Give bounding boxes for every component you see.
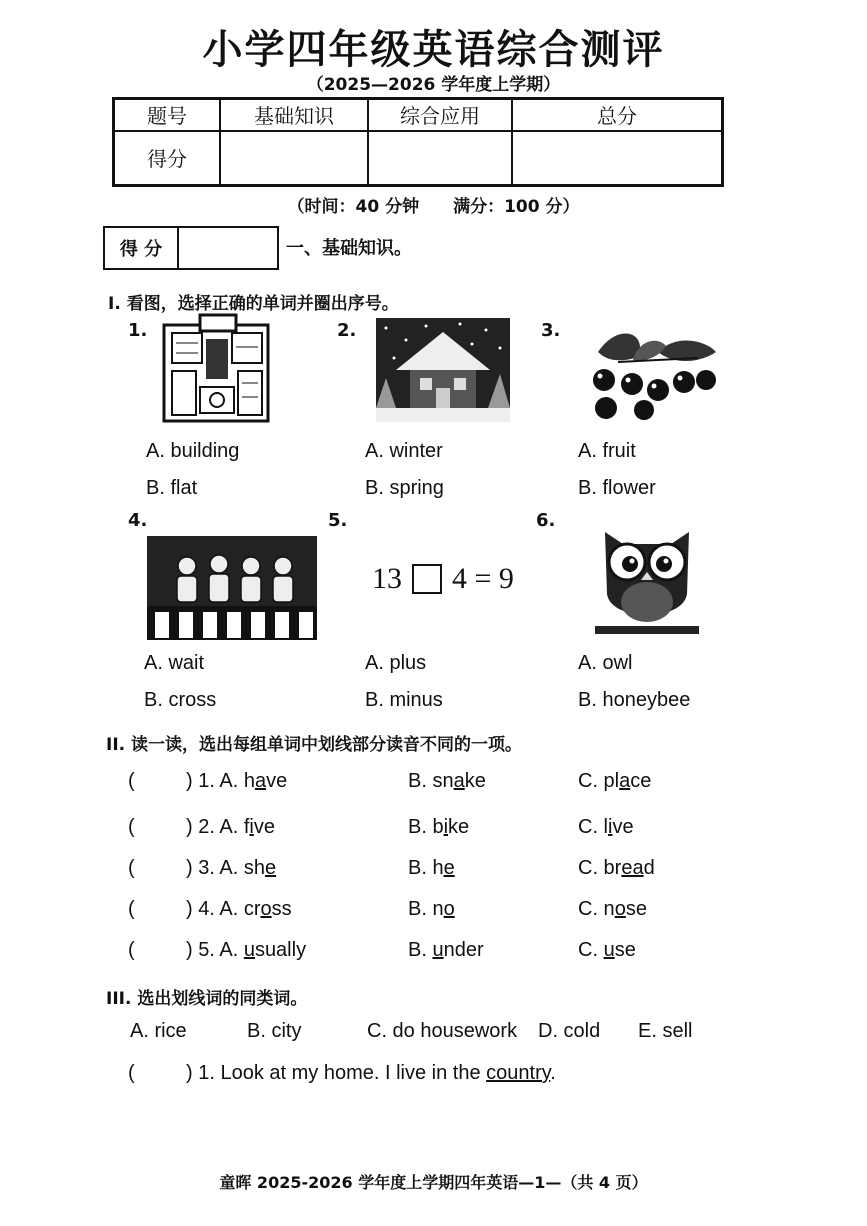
page-subtitle: （2025—2026 学年度上学期） [306, 75, 561, 95]
underlined-word: country [486, 1062, 551, 1084]
underlined-letters: i [249, 816, 254, 838]
page-title: 小学四年级英语综合测评 [202, 26, 665, 73]
synonym-option: D. cold [538, 1020, 601, 1042]
option-c [578, 939, 636, 962]
word-part: B. b [408, 816, 444, 838]
word-part: B. n [408, 898, 444, 920]
answer-blank[interactable]: ( [128, 857, 135, 879]
option-text: A. winter [365, 440, 443, 462]
section-score-cell[interactable] [179, 228, 277, 268]
option-text: B. flat [146, 477, 198, 499]
item-number: 2. [337, 320, 357, 341]
page-footer: 童晖 2025-2026 学年度上学期四年英语—1—（共 4 页） [219, 1173, 648, 1192]
option-b [408, 898, 455, 921]
option-text: B. spring [365, 477, 444, 499]
option-b [408, 857, 455, 880]
option-text: B. flower [578, 477, 656, 499]
word-part: d [643, 857, 655, 879]
equation [372, 562, 514, 596]
underlined-letters: i [608, 816, 613, 838]
item-number: 6. [536, 510, 556, 531]
word-part: C. n [578, 898, 615, 920]
option-text: B. minus [365, 689, 443, 711]
equation-left: 13 [372, 562, 402, 595]
word-part: nder [443, 939, 484, 961]
score-table-header-basic: 基础知识 [220, 99, 368, 131]
question-number: ) 1. A. [186, 770, 244, 792]
word-part: C. br [578, 857, 622, 879]
option-c [578, 898, 647, 921]
word-part: ke [448, 816, 470, 838]
option-a [186, 898, 292, 921]
underlined-letters: i [443, 816, 449, 838]
question-number: ) 4. A. [186, 898, 244, 920]
score-table [112, 97, 724, 187]
question-number: ) 5. A. [186, 939, 244, 961]
underlined-letters: u [603, 939, 615, 961]
answer-blank[interactable]: ( [128, 770, 135, 792]
score-table-header-number: 题号 [114, 99, 221, 131]
part-3-instruction: III. 选出划线词的同类词。 [106, 989, 308, 1009]
synonym-option: C. do housework [367, 1020, 518, 1042]
owl-icon [595, 514, 699, 642]
crosswalk-children-icon [147, 536, 317, 640]
option-c [578, 857, 655, 880]
word-part: B. [408, 939, 433, 961]
word-part: ve [266, 770, 288, 792]
underlined-letters: a [619, 770, 631, 792]
word-part: ve [612, 816, 634, 838]
word-part: h [243, 770, 255, 792]
question-3-1 [186, 1062, 556, 1085]
word-part: ke [464, 770, 486, 792]
score-cell-total[interactable] [512, 131, 723, 186]
option-b [408, 770, 486, 793]
option-c [578, 770, 651, 793]
time-and-score-line: （时间：40 分钟 满分：100 分） [287, 197, 580, 217]
option-a [186, 770, 287, 793]
word-part: cr [243, 898, 261, 920]
section-score-label: 得 分 [105, 228, 179, 268]
part-1-instruction: I. 看图，选择正确的单词并圈出序号。 [108, 294, 399, 314]
word-part: se [625, 898, 647, 920]
option-a [186, 816, 275, 839]
option-text: A. building [146, 440, 240, 462]
underlined-letters: o [443, 898, 455, 920]
section-1-title: 一、基础知识。 [286, 238, 412, 259]
score-table-row-label: 得分 [114, 131, 221, 186]
option-text: A. owl [578, 652, 633, 674]
item-number: 5. [328, 510, 348, 531]
option-a [186, 939, 306, 962]
underlined-letters: o [260, 898, 272, 920]
question-text: ) 1. Look at my home. I live in the [186, 1062, 487, 1084]
option-text: B. cross [144, 689, 217, 711]
word-part: C. pl [578, 770, 620, 792]
word-part: sually [254, 939, 307, 961]
item-number: 1. [128, 320, 148, 341]
word-part: C. [578, 939, 604, 961]
underlined-letters: e [443, 857, 455, 879]
question-punct: . [550, 1062, 556, 1084]
item-number: 4. [128, 510, 148, 531]
item-number: 3. [541, 320, 561, 341]
word-part: ve [253, 816, 275, 838]
score-cell-basic[interactable] [220, 131, 368, 186]
word-part: ss [271, 898, 292, 920]
equation-right: 4 = 9 [452, 562, 514, 595]
building-floorplan-icon [162, 313, 270, 425]
synonym-option: E. sell [638, 1020, 693, 1042]
word-part: C. l [578, 816, 608, 838]
option-a [186, 857, 276, 880]
question-number: ) 3. A. [186, 857, 244, 879]
option-text: A. wait [144, 652, 205, 674]
option-c [578, 816, 634, 839]
synonym-option: A. rice [130, 1020, 187, 1042]
part-2-instruction: II. 读一读，选出每组单词中划线部分读音不同的一项。 [106, 735, 523, 755]
word-part: sh [243, 857, 265, 879]
answer-blank[interactable]: ( [128, 816, 135, 838]
question-number: ) 2. A. [186, 816, 244, 838]
score-cell-applied[interactable] [368, 131, 512, 186]
option-text: A. fruit [578, 440, 636, 462]
equation-blank-box[interactable] [412, 564, 442, 594]
underlined-letters: a [453, 770, 465, 792]
underlined-letters: a [254, 770, 267, 792]
option-text: A. plus [365, 652, 427, 674]
word-part: B. sn [408, 770, 454, 792]
synonym-option: B. city [247, 1020, 302, 1042]
underlined-letters: ea [621, 857, 644, 879]
answer-blank[interactable]: ( [128, 898, 135, 920]
snowy-house-icon [376, 318, 510, 422]
word-part: ce [630, 770, 652, 792]
underlined-letters: u [243, 939, 255, 961]
word-part: B. h [408, 857, 444, 879]
berries-icon [578, 322, 718, 422]
word-part: se [614, 939, 636, 961]
word-part: f [243, 816, 250, 838]
underlined-letters: e [264, 857, 277, 879]
answer-blank[interactable]: ( [128, 1062, 135, 1084]
option-b [408, 939, 484, 962]
score-table-header-applied: 综合应用 [368, 99, 512, 131]
underlined-letters: u [432, 939, 444, 961]
option-text: B. honeybee [578, 689, 691, 711]
underlined-letters: o [614, 898, 626, 920]
option-b [408, 816, 469, 839]
answer-blank[interactable]: ( [128, 939, 135, 961]
score-table-header-total: 总分 [512, 99, 723, 131]
section-score-box [103, 226, 279, 270]
